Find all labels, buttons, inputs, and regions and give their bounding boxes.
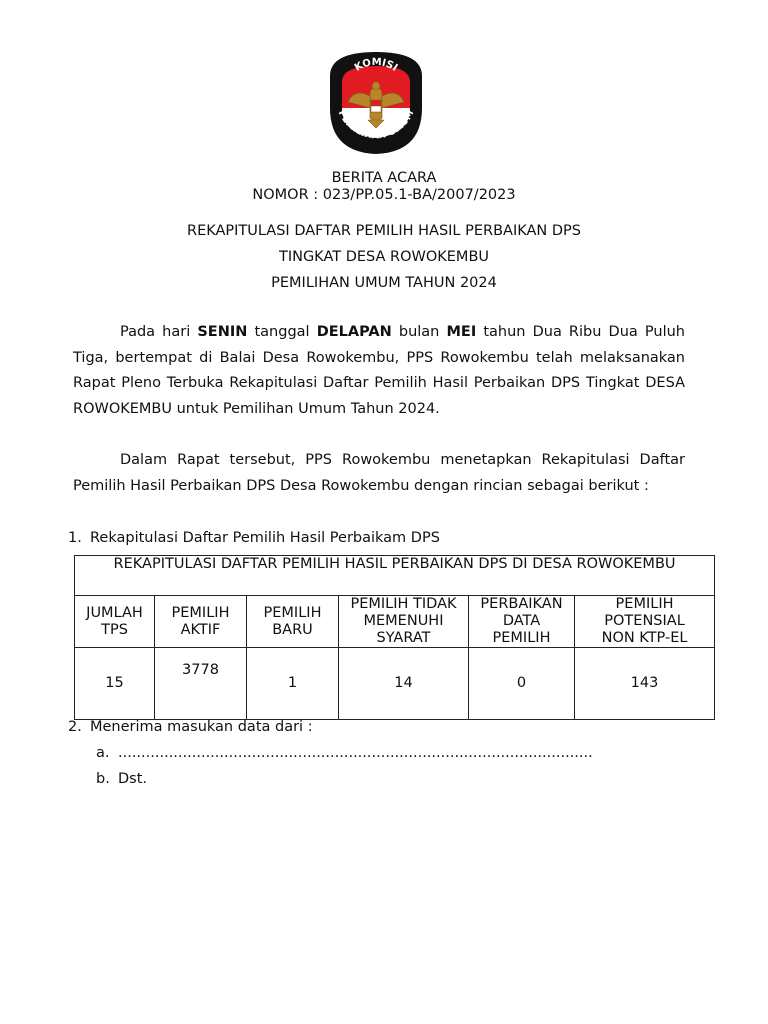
title-line-3: PEMILIHAN UMUM TAHUN 2024	[271, 275, 497, 291]
header-pemilih-baru: PEMILIH BARU	[247, 596, 339, 648]
p1-day: SENIN	[197, 324, 248, 340]
p1-text-3: bulan	[391, 324, 447, 340]
doc-number: NOMOR : 023/PP.05.1-BA/2007/2023	[252, 187, 516, 203]
list-item	[68, 529, 440, 547]
header-pemilih-aktif: PEMILIH AKTIF	[155, 596, 247, 648]
kpu-logo	[324, 48, 428, 156]
list-text: Rekapitulasi Daftar Pemilih Hasil Perbaikam DPS	[90, 530, 440, 546]
doc-type: BERITA ACARA	[331, 170, 437, 186]
value-pemilih-aktif: 3778	[155, 648, 247, 720]
table-header-row	[75, 596, 715, 648]
list-text: Menerima masukan data dari :	[90, 719, 313, 735]
header-non-ktp: PEMILIH POTENSIAL NON KTP-EL	[575, 596, 715, 648]
sub-list-item	[96, 770, 147, 788]
logo-top-text: KOMISI	[352, 57, 400, 74]
header-jumlah-tps: JUMLAH TPS	[75, 596, 155, 648]
title-line-1: REKAPITULASI DAFTAR PEMILIH HASIL PERBAIKAN DPS	[187, 223, 581, 239]
value-non-ktp: 143	[575, 648, 715, 720]
title-line-2: TINGKAT DESA ROWOKEMBU	[278, 249, 490, 265]
opening-paragraph	[73, 320, 685, 423]
p2-text: Dalam Rapat tersebut, PPS Rowokembu menetapkan Rekapitulasi Daftar Pemilih Hasil Perbaikan DPS Desa Rowokembu dengan rincian sebagai berikut :	[73, 452, 685, 494]
p1-date: DELAPAN	[316, 324, 392, 340]
second-paragraph	[73, 448, 685, 499]
value-pemilih-baru: 1	[247, 648, 339, 720]
sub-list-text: .......................................................................................................	[118, 745, 593, 761]
p1-month: MEI	[446, 324, 477, 340]
p1-text-2: tanggal	[247, 324, 317, 340]
table-row	[75, 648, 715, 720]
sub-list-item	[96, 744, 593, 762]
list-item	[68, 718, 313, 736]
header-perbaikan-data: PERBAIKAN DATA PEMILIH	[469, 596, 575, 648]
list-number: 2.	[68, 719, 82, 735]
p1-text-1: Pada hari	[120, 324, 198, 340]
p1-text-4: tahun Dua Ribu Dua Puluh Tiga, bertempat di Balai Desa Rowokembu, PPS Rowokembu telah melaksanakan Rapat Pleno Terbuka Rekapitulasi Daftar Pemilih Hasil Perbaikan DPS Tingkat DESA ROWOKEMBU untuk Pemilihan Umum Tahun 2024.	[73, 324, 685, 418]
table-title: REKAPITULASI DAFTAR PEMILIH HASIL PERBAIKAN DPS DI DESA ROWOKEMBU	[75, 556, 715, 596]
value-perbaikan-data: 0	[469, 648, 575, 720]
sub-list-letter: a.	[96, 745, 110, 761]
header-tms: PEMILIH TIDAK MEMENUHI SYARAT	[339, 596, 469, 648]
rekap-table	[74, 555, 715, 720]
list-number: 1.	[68, 530, 82, 546]
value-tms: 14	[339, 648, 469, 720]
logo-bottom-text: PEMILIHAN UMUM	[335, 108, 417, 142]
sub-list-text: Dst.	[118, 771, 148, 787]
sub-list-letter: b.	[96, 771, 110, 787]
value-jumlah-tps: 15	[75, 648, 155, 720]
